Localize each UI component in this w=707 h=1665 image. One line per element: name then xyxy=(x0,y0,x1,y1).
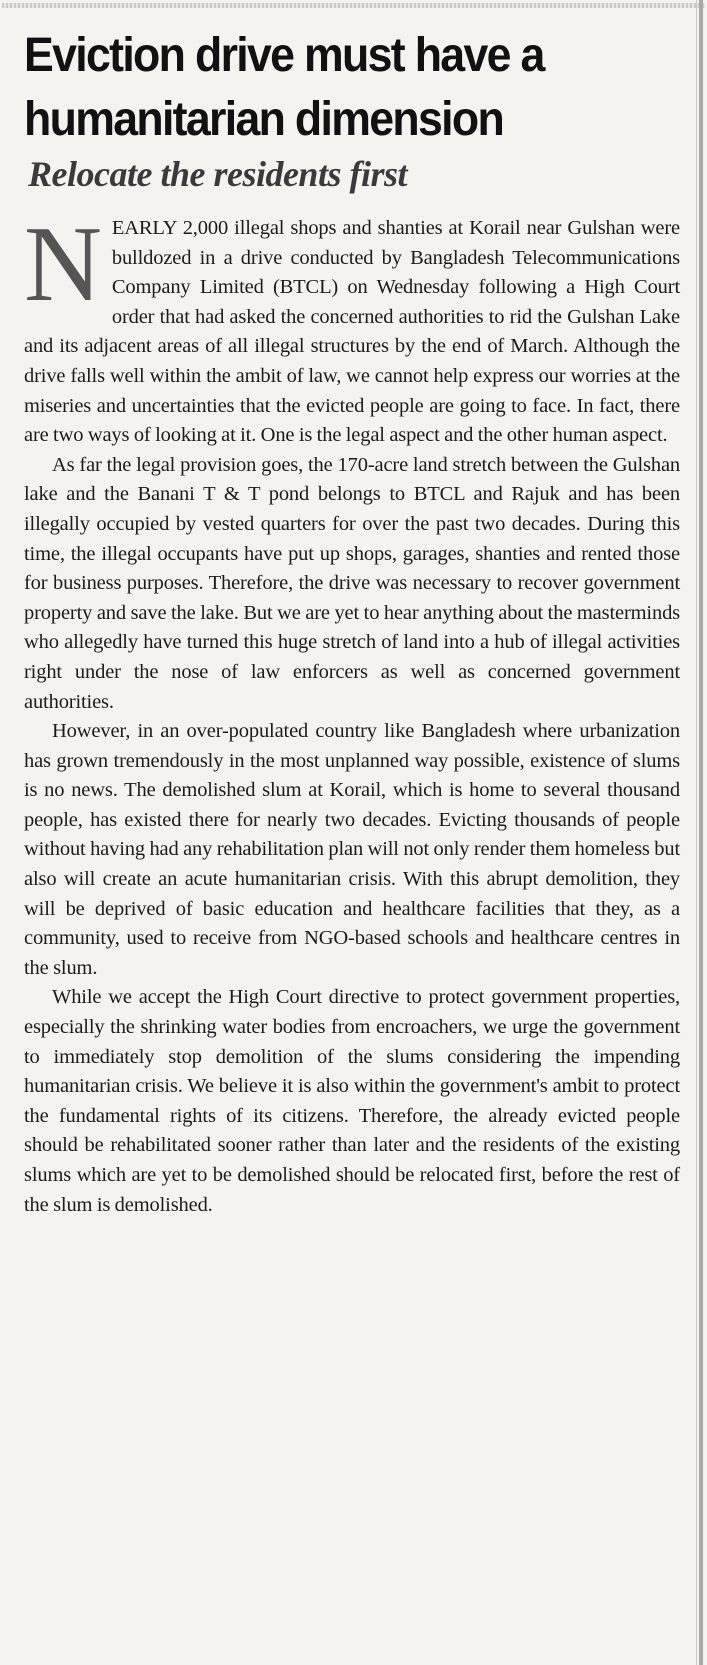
paragraph-urbanization: However, in an over-populated country like Bangladesh where urbanization has grown tremendously in the most unplanned way possible, existence of slums is no news. The demolished slum at Korail, which is home to several thousand people, has existed there for nearly two decades. Evicting thousands of people without having had any rehabilitation plan will not only render them homeless but also will create an acute humanitarian crisis. With this abrupt demolition, they will be deprived of basic education and healthcare facilities that they, as a community, used to receive from NGO-based schools and healthcare centres in the slum. xyxy=(24,720,680,979)
drop-cap: N xyxy=(24,205,102,324)
article-body xyxy=(24,205,680,1220)
subheadline: Relocate the residents first xyxy=(28,154,407,194)
lead-paragraph xyxy=(24,205,680,451)
editorial-article xyxy=(24,24,680,1220)
headline: Eviction drive must have a humanitarian dimension xyxy=(24,29,544,146)
paragraph-legal-provision: As far the legal provision goes, the 170-acre land stretch between the Gulshan lake and the Banani T & T pond belongs to BTCL and Rajuk and has been illegally occupied by vested quarters for over the past two decades. During this time, the illegal occupants have put up shops, garages, shanties and rented those for business purposes. Therefore, the drive was necessary to recover government property and save the lake. But we are yet to hear anything about the masterminds who allegedly have turned this huge stretch of land into a hub of illegal activities right under the nose of law enforcers as well as concerned government authorities. xyxy=(24,453,680,713)
paragraph-conclusion: While we accept the High Court directive to protect government properties, especially the shrinking water bodies from encroachers, we urge the government to immediately stop demolition of the slums considering the impending humanitarian crisis. We believe it is also within the government's ambit to protect the fundamental rights of its citizens. Therefore, the already evicted people should be rehabilitated sooner rather than later and the residents of the existing slums which are yet to be demolished should be relocated first, before the rest of the slum is demolished. xyxy=(24,986,680,1216)
lead-paragraph-text: EARLY 2,000 illegal shops and shanties at Korail near Gulshan were bulldozed in a drive conducted by Bangladesh Telecommunications Company Limited (BTCL) on Wednesday following a High Court order that had asked the concerned authorities to rid the Gulshan Lake and its adjacent areas of all illegal structures by the end of March. Although the drive falls well within the ambit of law, we cannot help express our worries at the miseries and uncertainties that the evicted people are going to face. In fact, there are two ways of looking at it. One is the legal aspect and the other human aspect. xyxy=(24,217,680,447)
top-border-rule xyxy=(2,3,705,8)
right-inner-rule xyxy=(696,0,697,1665)
right-border-rule xyxy=(699,0,703,1665)
